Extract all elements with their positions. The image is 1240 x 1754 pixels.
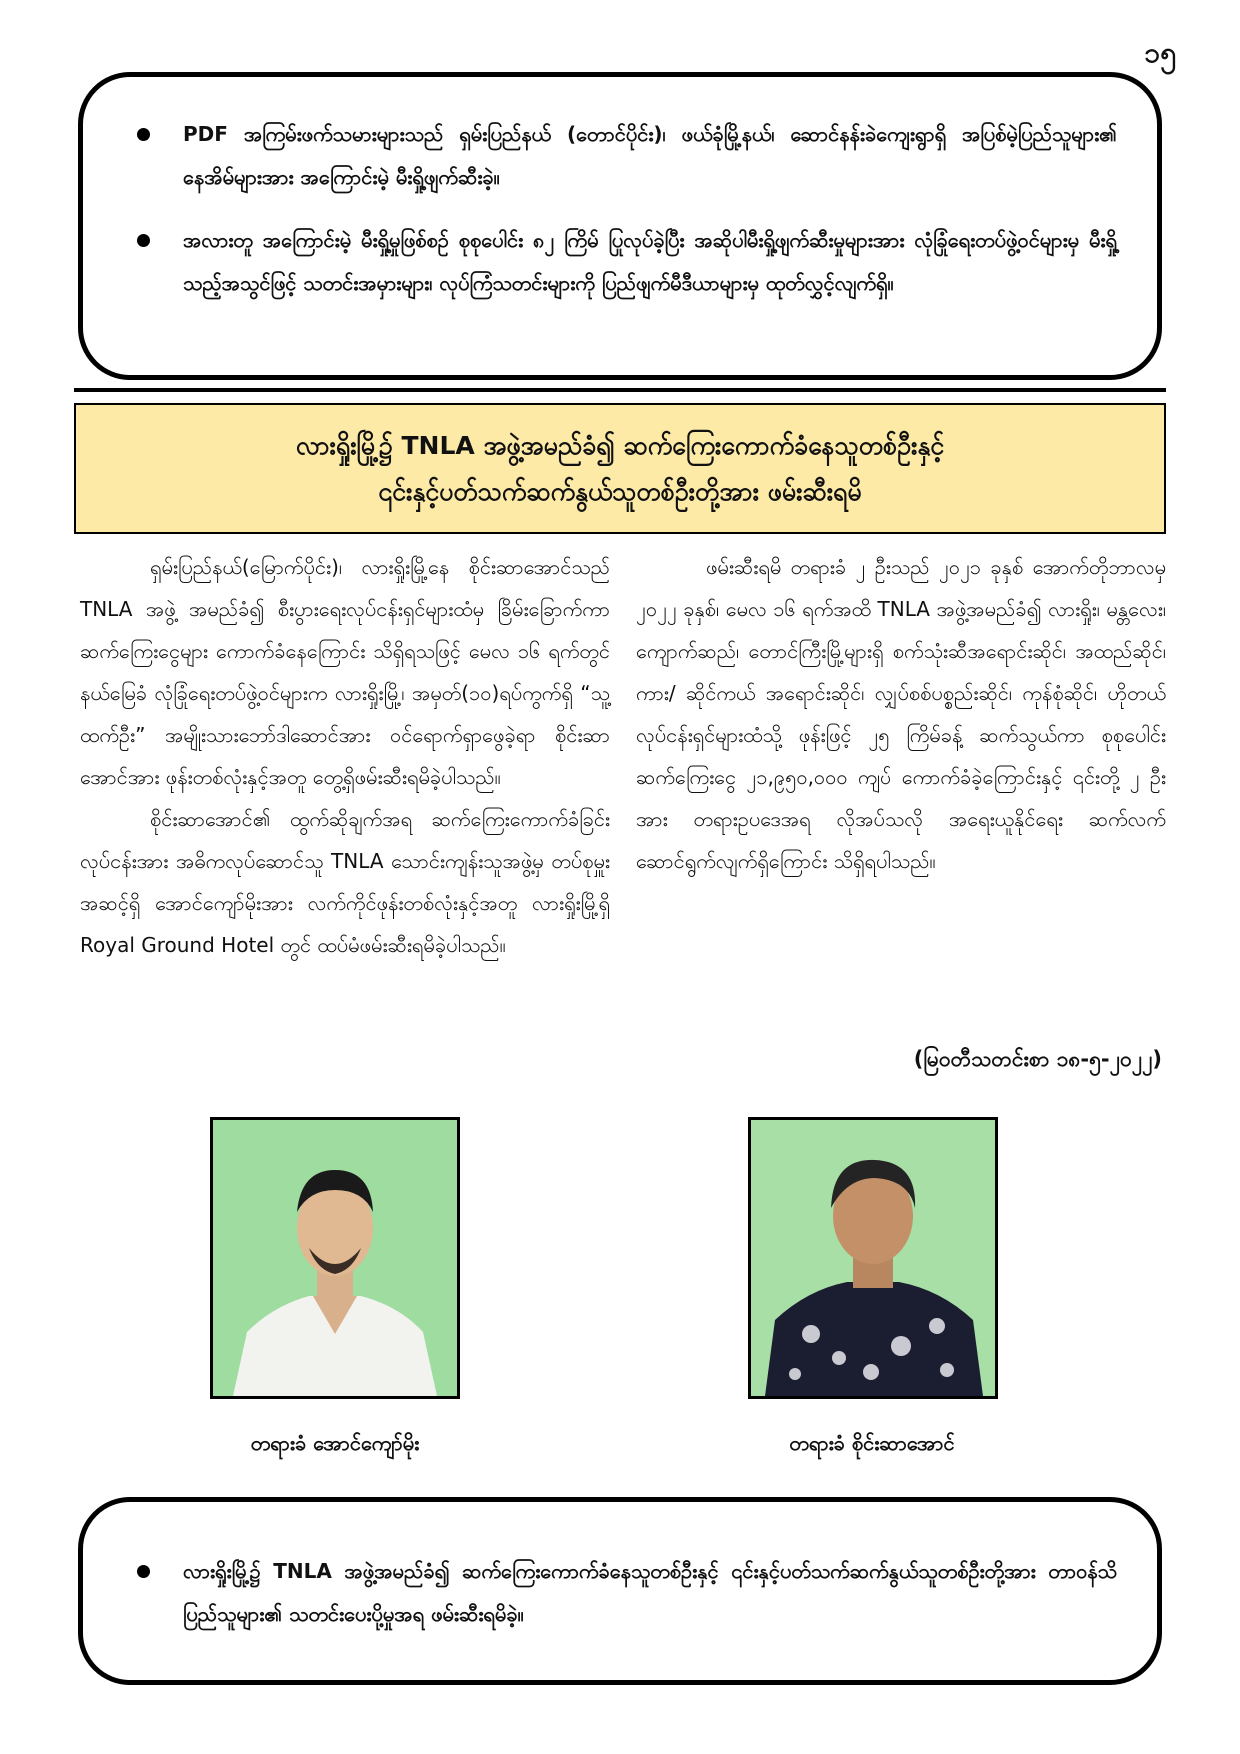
photo-caption: တရားခံ စိုင်းဆာအောင်: [789, 1431, 955, 1455]
headline-line-1: လားရှိုးမြို့၌ TNLA အဖွဲ့အမည်ခံ၍ ဆက်ကြေးကောက်ခံနေသူတစ်ဦးနှင့်: [295, 430, 945, 460]
top-summary-box: [78, 72, 1162, 380]
bullet-item: အလားတူ အကြောင်းမဲ့ မီးရှို့မှုဖြစ်စဉ် စုစုပေါင်း ၈၂ ကြိမ် ပြုလုပ်ခဲ့ပြီး အဆိုပါမီးရှို့ဖျက်ဆီးမှုများအား လုံခြုံရေးတပ်ဖွဲ့ဝင်များမှ မီးရှို့သည့်အသွင်ဖြင့် သတင်းအမှားများ၊ လုပ်ကြံသတင်းများကို ပြည်ဖျက်မီဒီယာများမှ ထုတ်လွှင့်လျက်ရှိ။: [135, 219, 1117, 305]
article-paragraph: စိုင်းဆာအောင်၏ ထွက်ဆိုချက်အရ ဆက်ကြေးကောက်ခံခြင်းလုပ်ငန်းအား အဓိကလုပ်ဆောင်သူ TNLA သောင်းကျန်းသူအဖွဲ့မှ တပ်စုမှူးအဆင့်ရှိ အောင်ကျော်မိုးအား လက်ကိုင်ဖုန်းတစ်လုံးနှင့်အတူ လားရှိုးမြို့ရှိ Royal Ground Hotel တွင် ထပ်မံဖမ်းဆီးရမိခဲ့ပါသည်။: [80, 807, 610, 957]
article-headline: [74, 403, 1166, 534]
article-paragraph: ရှမ်းပြည်နယ်(မြောက်ပိုင်း)၊ လားရှိုးမြို့နေ စိုင်းဆာအောင်သည် TNLA အဖွဲ့ အမည်ခံ၍ စီးပွားရေးလုပ်ငန်းရှင်များထံမှ ခြိမ်းခြောက်ကာ ဆက်ကြေးငွေများ ကောက်ခံနေကြောင်း သိရှိရသဖြင့် မေလ ၁၆ ရက်တွင် နယ်မြေခံ လုံခြုံရေးတပ်ဖွဲ့ဝင်များက လားရှိုးမြို့၊ အမှတ်(၁၀)ရပ်ကွက်ရှိ “သူ့ထက်ဦး” အမျိုးသားဘော်ဒါဆောင်အား ဝင်ရောက်ရှာဖွေခဲ့ရာ စိုင်းဆာအောင်အား ဖုန်းတစ်လုံးနှင့်အတူ တွေ့ရှိဖမ်းဆီးရမိခဲ့ပါသည်။: [80, 555, 610, 789]
article-column-left: [80, 546, 610, 966]
news-source: (မြဝတီသတင်းစာ ၁၈-၅-၂၀၂၂): [913, 1047, 1162, 1071]
article-column-right: [636, 546, 1166, 882]
headline-line-2: ၎င်းနှင့်ပတ်သက်ဆက်နွယ်သူတစ်ဦးတို့အား ဖမ်းဆီးရမိ: [378, 476, 862, 506]
portrait-illustration: [213, 1120, 457, 1396]
bottom-summary-box: [78, 1497, 1162, 1685]
suspect-photo-aung-kyaw-moe: [210, 1117, 460, 1399]
page-number: ၁၅: [1144, 36, 1176, 69]
bullet-item: လားရှိုးမြို့၌ TNLA အဖွဲ့အမည်ခံ၍ ဆက်ကြေးကောက်ခံနေသူတစ်ဦးနှင့် ၎င်းနှင့်ပတ်သက်ဆက်နွယ်သူတစ်ဦးတို့အား တာဝန်သိပြည်သူများ၏ သတင်းပေးပို့မှုအရ ဖမ်းဆီးရမိခဲ့။: [135, 1550, 1117, 1636]
photo-caption: တရားခံ အောင်ကျော်မိုး: [250, 1431, 420, 1455]
bullet-item: PDF အကြမ်းဖက်သမားများသည် ရှမ်းပြည်နယ် (တောင်ပိုင်း)၊ ဖယ်ခုံမြို့နယ်၊ ဆောင်နန်းခဲကျေးရွာရှိ အပြစ်မဲ့ပြည်သူများ၏ နေအိမ်များအား အကြောင်းမဲ့ မီးရှို့ဖျက်ဆီးခဲ့။: [135, 113, 1117, 199]
suspect-photo-sai-sar-aung: [748, 1117, 998, 1399]
article-paragraph: ဖမ်းဆီးရမိ တရားခံ ၂ ဦးသည် ၂၀၂၁ ခုနှစ် အောက်တိုဘာလမှ ၂၀၂၂ ခုနှစ်၊ မေလ ၁၆ ရက်အထိ TNLA အဖွဲ့အမည်ခံ၍ လားရှိုး၊ မန္တလေး၊ ကျောက်ဆည်၊ တောင်ကြီးမြို့များရှိ စက်သုံးဆီအရောင်းဆိုင်၊ အထည်ဆိုင်၊ ကား/ ဆိုင်ကယ် အရောင်းဆိုင်၊ လျှပ်စစ်ပစ္စည်းဆိုင်၊ ကုန်စုံဆိုင်၊ ဟိုတယ်လုပ်ငန်းရှင်များထံသို့ ဖုန်းဖြင့် ၂၅ ကြိမ်ခန့် ဆက်သွယ်ကာ စုစုပေါင်း ဆက်ကြေးငွေ ၂၁,၉၅၀,၀၀၀ ကျပ် ကောက်ခံခဲ့ကြောင်းနှင့် ၎င်းတို့ ၂ ဦးအား တရားဥပဒေအရ လိုအပ်သလို အရေးယူနိုင်ရေး ဆက်လက်ဆောင်ရွက်လျက်ရှိကြောင်း သိရှိရပါသည်။: [636, 555, 1166, 873]
portrait-illustration: [751, 1120, 995, 1396]
section-divider: [74, 388, 1166, 392]
